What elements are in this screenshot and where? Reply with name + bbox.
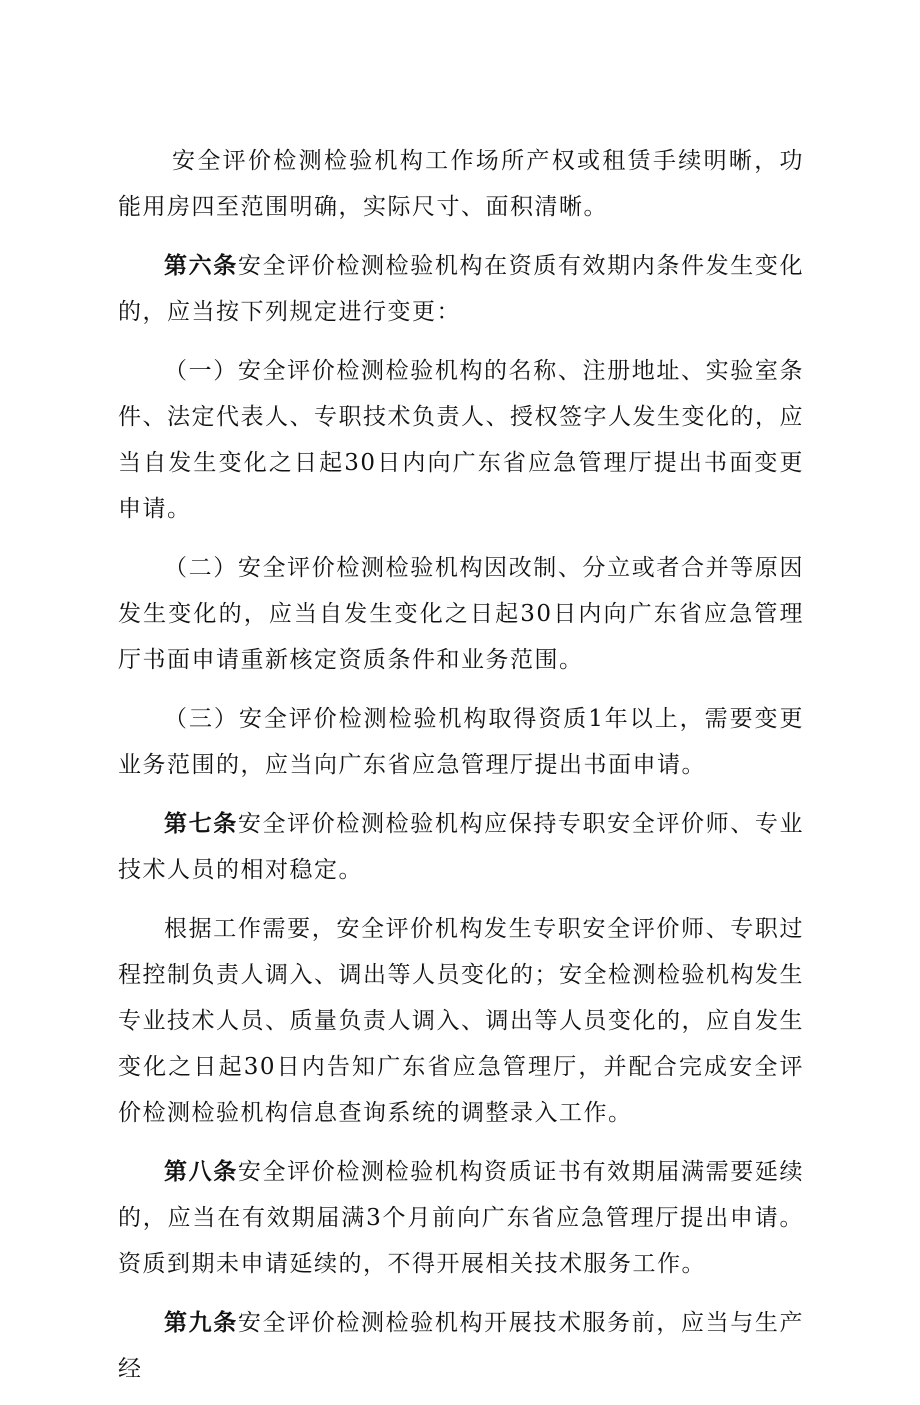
article-6-item-3 xyxy=(118,696,804,788)
paragraph-text: 根据工作需要，安全评价机构发生专职安全评价师、专职过程控制负责人调入、调出等人员变化的；安全检测检验机构发生专业技术人员、质量负责人调入、调出等人员变化的，应自发生变化之日起30日内告知广东省应急管理厅，并配合完成安全评价检测检验机构信息查询系统的调整录入工作。 xyxy=(118,916,804,1126)
article-6-item-1 xyxy=(118,348,804,532)
paragraph-text: 安全评价检测检验机构工作场所产权或租赁手续明晰，功能用房四至范围明确，实际尺寸、面积清晰。 xyxy=(118,148,804,220)
article-heading: 第七条 xyxy=(164,810,238,837)
paragraph-text: （一）安全评价检测检验机构的名称、注册地址、实验室条件、法定代表人、专职技术负责人、授权签字人发生变化的，应当自发生变化之日起30日内向广东省应急管理厅提出书面变更申请。 xyxy=(118,358,804,522)
paragraph-text: 安全评价检测检验机构应保持专职安全评价师、专业技术人员的相对稳定。 xyxy=(118,811,805,883)
paragraph-text: （三）安全评价检测检验机构取得资质1年以上，需要变更业务范围的，应当向广东省应急管理厅提出书面申请。 xyxy=(118,706,804,778)
paragraph-text: （二）安全评价检测检验机构因改制、分立或者合并等原因发生变化的，应当自发生变化之日起30日内向广东省应急管理厅书面申请重新核定资质条件和业务范围。 xyxy=(118,555,804,673)
article-8 xyxy=(118,1149,804,1287)
paragraph-text: 安全评价检测检验机构资质证书有效期届满需要延续的，应当在有效期届满3个月前向广东省应急管理厅提出申请。资质到期未申请延续的，不得开展相关技术服务工作。 xyxy=(118,1159,805,1277)
article-7 xyxy=(118,801,804,893)
article-heading: 第八条 xyxy=(164,1158,238,1185)
article-6-item-2 xyxy=(118,545,804,683)
paragraph-text: 安全评价检测检验机构在资质有效期内条件发生变化的，应当按下列规定进行变更： xyxy=(118,253,805,325)
article-7-detail xyxy=(118,906,804,1136)
paragraph-text: 安全评价检测检验机构开展技术服务前，应当与生产经 xyxy=(118,1310,805,1382)
document-page xyxy=(118,138,804,1405)
paragraph-premises xyxy=(118,138,804,230)
article-heading: 第六条 xyxy=(164,252,238,279)
article-9 xyxy=(118,1300,804,1392)
article-6 xyxy=(118,243,804,335)
article-heading: 第九条 xyxy=(164,1309,238,1336)
